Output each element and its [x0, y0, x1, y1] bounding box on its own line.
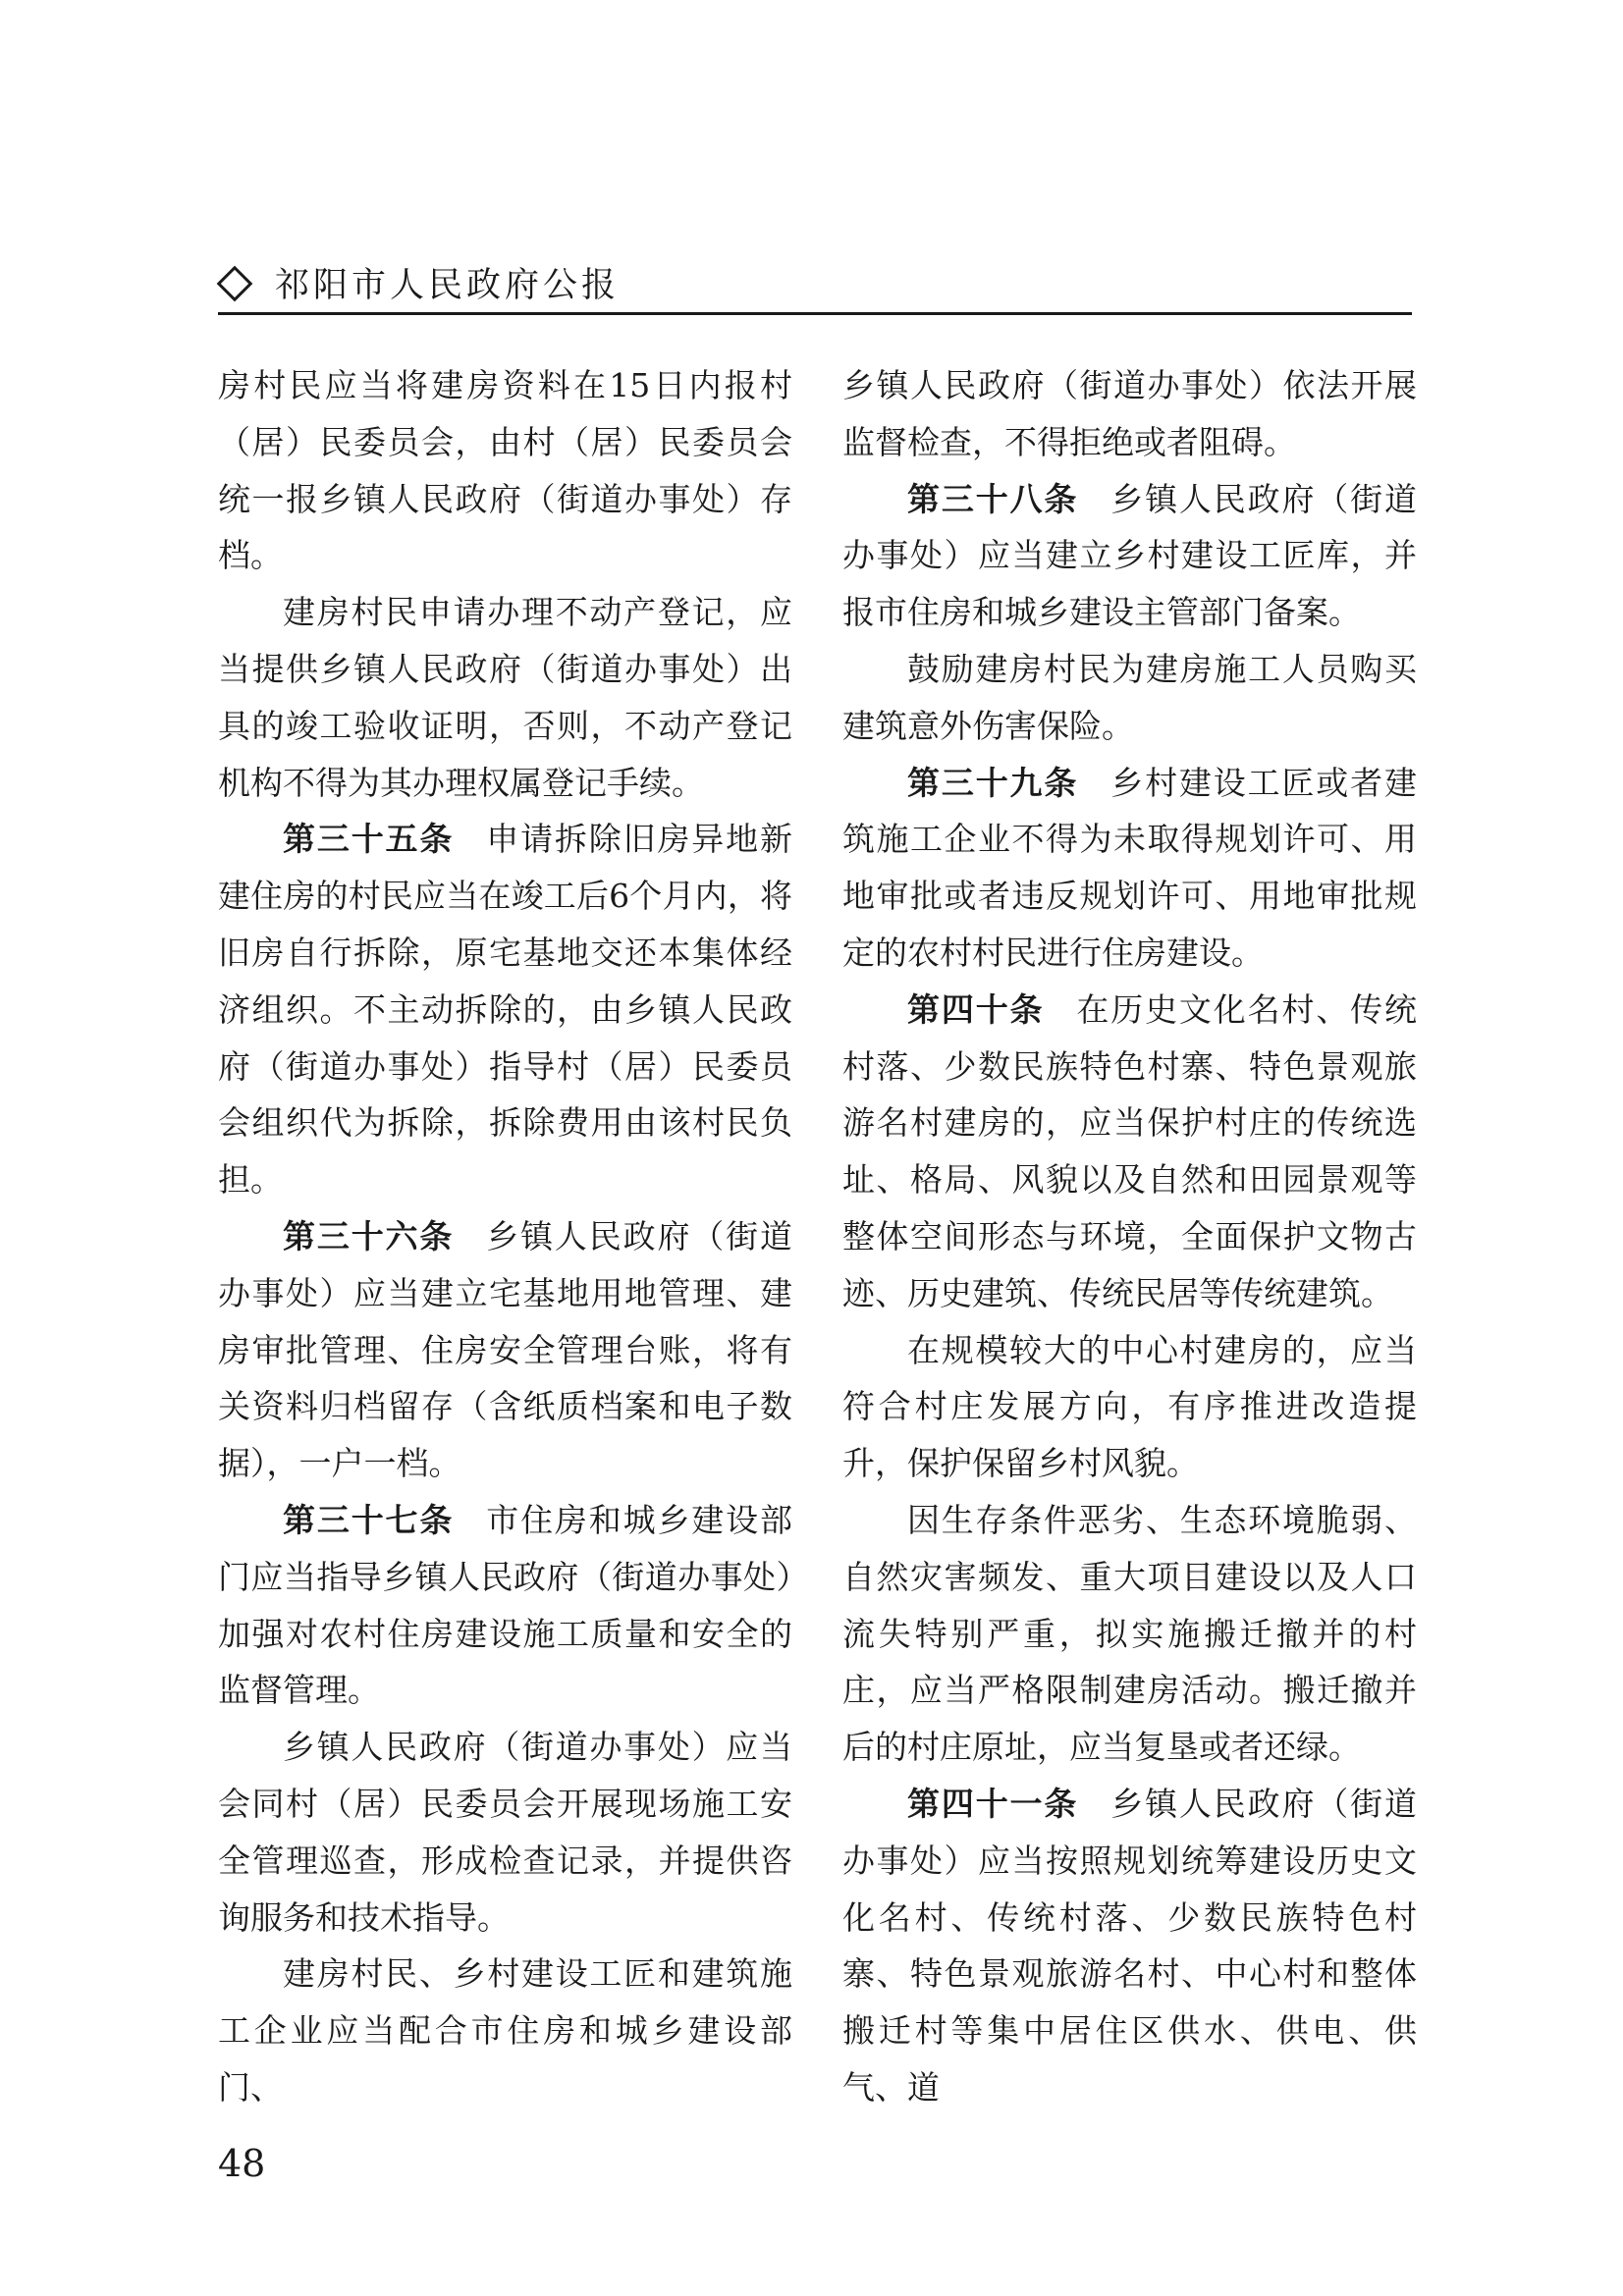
- publication-title: 祁阳市人民政府公报: [275, 266, 621, 305]
- page-header: [218, 263, 1412, 314]
- paragraph: 建房村民申请办理不动产登记，应当提供乡镇人民政府（街道办事处）出具的竣工验收证明，否则，不动产登记机构不得为其办理权属登记手续。: [218, 593, 792, 802]
- paragraph: 乡镇人民政府（街道办事处）应当会同村（居）民委员会开展现场施工安全管理巡查，形成检查记录，并提供咨询服务和技术指导。: [218, 1728, 792, 1937]
- article-label: 第四十一条: [907, 1784, 1079, 1823]
- article-35: [218, 811, 792, 1208]
- article-text: 乡镇人民政府（街道办事处）应当按照规划统筹建设历史文化名村、传统村落、少数民族特色村寨、特色景观旅游名村、中心村和整体搬迁村等集中居住区供水、供电、供气、道: [842, 1784, 1418, 2107]
- article-label: 第三十九条: [907, 763, 1079, 802]
- article-label: 第三十八条: [907, 479, 1079, 518]
- header-rule: [218, 312, 1412, 315]
- page-number: 48: [218, 2142, 266, 2185]
- paragraph: 鼓励建房村民为建房施工人员购买建筑意外伤害保险。: [842, 649, 1417, 745]
- article-label: 第四十条: [907, 989, 1045, 1029]
- article-41: [842, 1776, 1417, 2116]
- article-label: 第三十六条: [283, 1216, 455, 1255]
- article-text: 在历史文化名村、传统村落、少数民族特色村寨、特色景观旅游名村建房的，应当保护村庄的传统选址、格局、风貌以及自然和田园景观等整体空间形态与环境，全面保护文物古迹、历史建筑、传统民居等传统建筑。: [842, 989, 1418, 1312]
- article-39: [842, 755, 1417, 982]
- article-text: 申请拆除旧房异地新建住房的村民应当在竣工后6个月内，将旧房自行拆除，原宅基地交还本集体经济组织。不主动拆除的，由乡镇人民政府（街道办事处）指导村（居）民委员会组织代为拆除，拆除费用由该村民负担。: [218, 820, 793, 1200]
- article-text: 乡镇人民政府（街道办事处）应当建立乡村建设工匠库，并报市住房和城乡建设主管部门备案。: [842, 479, 1418, 632]
- paragraph: 房村民应当将建房资料在15日内报村（居）民委员会，由村（居）民委员会统一报乡镇人民政府（街道办事处）存档。: [218, 366, 792, 575]
- paragraph: 因生存条件恶劣、生态环境脆弱、自然灾害频发、重大项目建设以及人口流失特别严重，拟实施搬迁撤并的村庄，应当严格限制建房活动。搬迁撤并后的村庄原址，应当复垦或者还绿。: [842, 1500, 1417, 1767]
- article-label: 第三十七条: [283, 1500, 455, 1539]
- left-column: [218, 357, 792, 2116]
- article-text: 市住房和城乡建设部门应当指导乡镇人民政府（街道办事处）加强对农村住房建设施工质量和安全的监督管理。: [218, 1500, 793, 1710]
- article-37: [218, 1492, 792, 1719]
- article-38: [842, 471, 1417, 641]
- paragraph: 建房村民、乡村建设工匠和建筑施工企业应当配合市住房和城乡建设部门、: [218, 1954, 792, 2107]
- diamond-icon: [217, 266, 253, 302]
- article-36: [218, 1208, 792, 1492]
- paragraph: 乡镇人民政府（街道办事处）依法开展监督检查，不得拒绝或者阻碍。: [842, 366, 1417, 461]
- article-40: [842, 982, 1417, 1322]
- paragraph: 在规模较大的中心村建房的，应当符合村庄发展方向，有序推进改造提升，保护保留乡村风貌。: [842, 1330, 1417, 1483]
- right-column: [842, 357, 1417, 2116]
- article-text: 乡镇人民政府（街道办事处）应当建立宅基地用地管理、建房审批管理、住房安全管理台账，将有关资料归档留存（含纸质档案和电子数据），一户一档。: [218, 1216, 793, 1483]
- article-label: 第三十五条: [283, 820, 455, 859]
- article-text: 乡村建设工匠或者建筑施工企业不得为未取得规划许可、用地审批或者违反规划许可、用地审批规定的农村村民进行住房建设。: [842, 763, 1418, 972]
